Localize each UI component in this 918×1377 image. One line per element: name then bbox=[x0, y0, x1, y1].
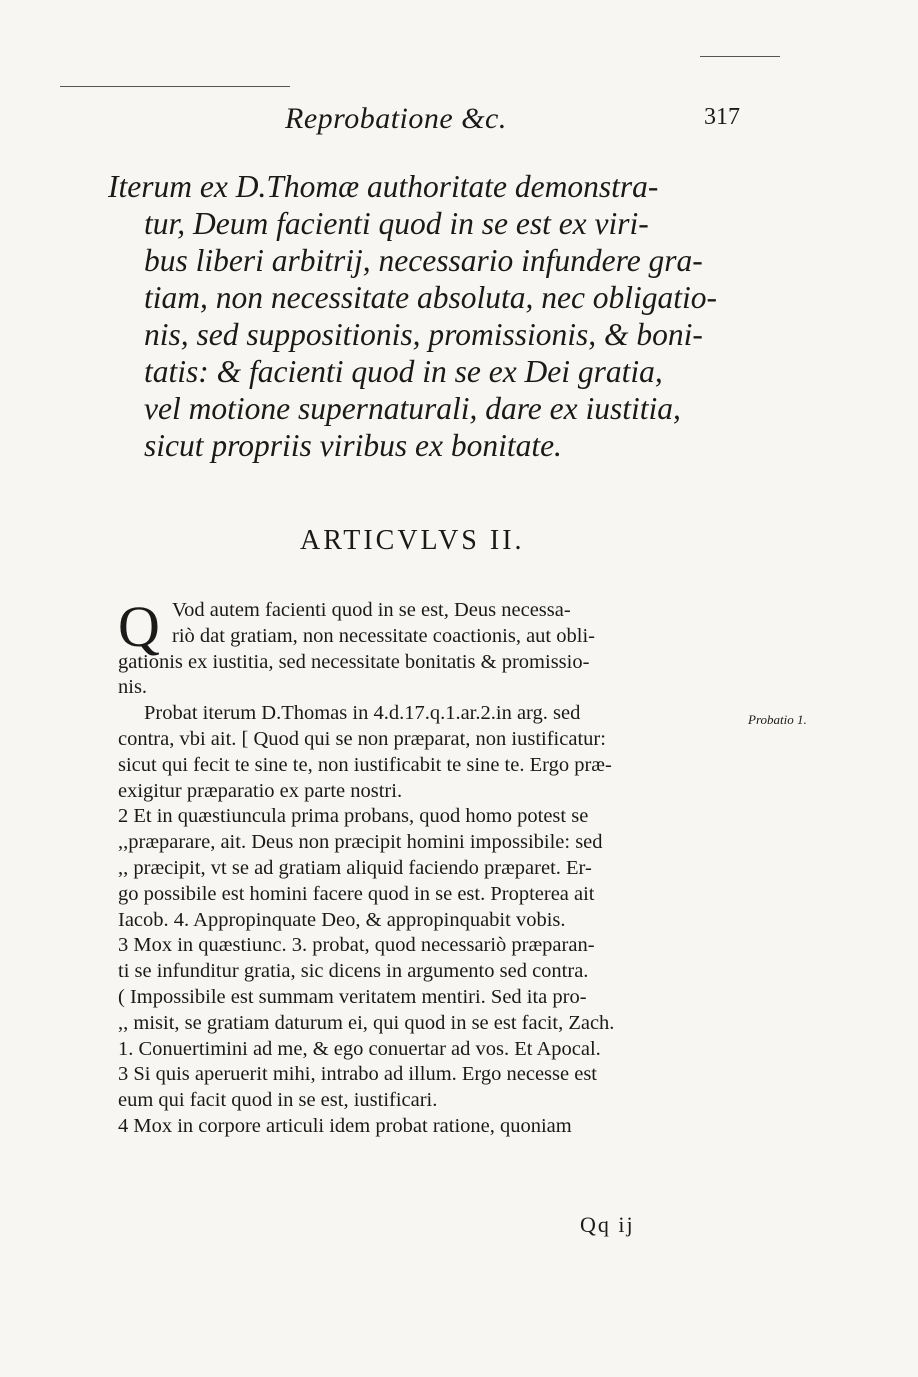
summary-line: nis, sed suppositionis, promissionis, & boni- bbox=[144, 317, 703, 352]
text-line: ( Impossibile est summam veritatem mentiri. Sed ita pro- bbox=[118, 985, 587, 1008]
text-line: ,,præparare, ait. Deus non præcipit homini impossibile: sed bbox=[118, 831, 603, 854]
text-line: 1. Conuertimini ad me, & ego conuertar ad vos. Et Apocal. bbox=[118, 1037, 601, 1060]
top-rule bbox=[60, 86, 290, 87]
summary-line: sicut propriis viribus ex bonitate. bbox=[144, 428, 562, 463]
summary-line: tiam, non necessitate absoluta, nec obligatio- bbox=[144, 280, 718, 315]
text-line: sicut qui fecit te sine te, non iustificabit te sine te. Ergo præ- bbox=[118, 753, 612, 776]
summary-line: tur, Deum facienti quod in se est ex viri- bbox=[144, 206, 649, 241]
text-line: Probat iterum D.Thomas in 4.d.17.q.1.ar.2.in arg. sed bbox=[144, 702, 581, 725]
text-line: exigitur præparatio ex parte nostri. bbox=[118, 779, 403, 802]
running-title: Reprobatione &c. bbox=[285, 102, 507, 135]
text-line: 2 Et in quæstiuncula prima probans, quod homo potest se bbox=[118, 805, 589, 828]
signature-mark: Qq ij bbox=[580, 1212, 635, 1237]
paragraph-1 bbox=[118, 594, 738, 701]
drop-cap: Q bbox=[118, 594, 160, 659]
text-line: gationis ex iustitia, sed necessitate bonitatis & promissio- bbox=[118, 650, 590, 673]
text-line: ti se infunditur gratia, sic dicens in argumento sed contra. bbox=[118, 960, 589, 983]
text-line: 3 Mox in quæstiunc. 3. probat, quod necessariò præparan- bbox=[118, 934, 595, 957]
page-header bbox=[120, 102, 740, 142]
top-rule-right bbox=[700, 56, 780, 57]
summary-line: tatis: & facienti quod in se ex Dei gratia, bbox=[144, 354, 663, 389]
page-number: 317 bbox=[704, 104, 740, 130]
summary-line: bus liberi arbitrij, necessario infundere gra- bbox=[144, 243, 703, 278]
body-text bbox=[118, 594, 738, 1140]
margin-note: Probatio 1. bbox=[748, 712, 807, 727]
summary-line: vel motione supernaturali, dare ex iustitia, bbox=[144, 391, 681, 426]
text-line: nis. bbox=[118, 676, 148, 699]
text-line: go possibile est homini facere quod in se est. Propterea ait bbox=[118, 882, 595, 905]
paragraph-2 bbox=[118, 701, 738, 1140]
text-line: Iacob. 4. Appropinquate Deo, & appropinquabit vobis. bbox=[118, 908, 566, 931]
italic-summary bbox=[108, 168, 748, 464]
text-line: ,, præcipit, vt se ad gratiam aliquid faciendo præparet. Er- bbox=[118, 856, 592, 879]
text-line: riò dat gratiam, non necessitate coactionis, aut obli- bbox=[172, 624, 595, 647]
text-line: eum qui facit quod in se est, iustificari. bbox=[118, 1089, 438, 1112]
summary-line: Iterum ex D.Thomæ authoritate demonstra- bbox=[108, 169, 659, 204]
text-line: contra, vbi ait. [ Quod qui se non præparat, non iustificatur: bbox=[118, 727, 606, 750]
text-line: 4 Mox in corpore articuli idem probat ratione, quoniam bbox=[118, 1114, 572, 1137]
text-line: ,, misit, se gratiam daturum ei, qui quod in se est facit, Zach. bbox=[118, 1011, 615, 1034]
article-heading: ARTICVLVS II. bbox=[300, 525, 525, 556]
text-line: Vod autem facienti quod in se est, Deus necessa- bbox=[172, 599, 571, 621]
text-line: 3 Si quis aperuerit mihi, intrabo ad illum. Ergo necesse est bbox=[118, 1063, 597, 1086]
